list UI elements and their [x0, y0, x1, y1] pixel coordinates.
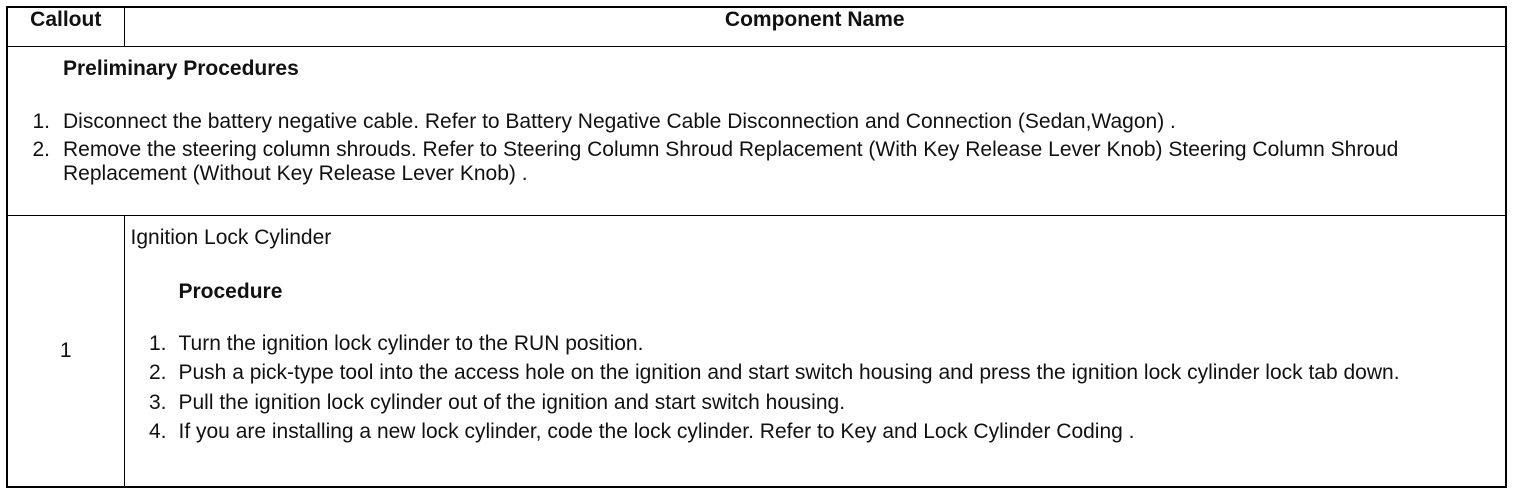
list-item [131, 391, 1506, 415]
step-text: Push a pick-type tool into the access hole on the ignition and start switch housing and press the ignition lock cylinder lock tab down. [178, 361, 1400, 385]
step-number: 1. [32, 110, 50, 134]
table-row [7, 216, 1506, 488]
list-item [131, 361, 1506, 385]
list-item [131, 332, 1506, 356]
preliminary-heading: Preliminary Procedures [63, 57, 299, 80]
step-number: 3. [148, 390, 167, 414]
list-item [8, 110, 1505, 134]
callout-header: Callout [7, 7, 124, 47]
procedure-table [6, 6, 1507, 488]
procedure-steps [131, 332, 1506, 444]
preliminary-cell [7, 47, 1506, 216]
callout-cell: 1 [7, 216, 124, 488]
step-text: If you are installing a new lock cylinder, code the lock cylinder. Refer to Key and Lock Cylinder Coding . [178, 419, 1135, 443]
procedure-heading: Procedure [178, 280, 283, 304]
step-text: Turn the ignition lock cylinder to the RUN position. [178, 332, 644, 356]
step-number: 4. [148, 419, 167, 443]
list-item [131, 420, 1506, 444]
component-cell [124, 216, 1506, 488]
step-number: 2. [148, 361, 167, 385]
list-item [8, 138, 1505, 186]
component-name: Ignition Lock Cylinder [130, 226, 332, 249]
preliminary-steps [8, 110, 1505, 186]
step-number: 2. [32, 138, 50, 162]
header-row [7, 7, 1506, 47]
step-text: Remove the steering column shrouds. Refer to Steering Column Shroud Replacement (With Key Release Lever Knob) Steering Column Shroud Replacement (Without Key Release Lever Knob) . [63, 138, 1399, 186]
step-text: Disconnect the battery negative cable. Refer to Battery Negative Cable Disconnection and Connection (Sedan,Wagon) . [63, 110, 1176, 134]
preliminary-row [7, 47, 1506, 216]
component-name-header: Component Name [124, 7, 1506, 47]
step-number: 1. [148, 332, 167, 356]
step-text: Pull the ignition lock cylinder out of the ignition and start switch housing. [178, 390, 846, 414]
